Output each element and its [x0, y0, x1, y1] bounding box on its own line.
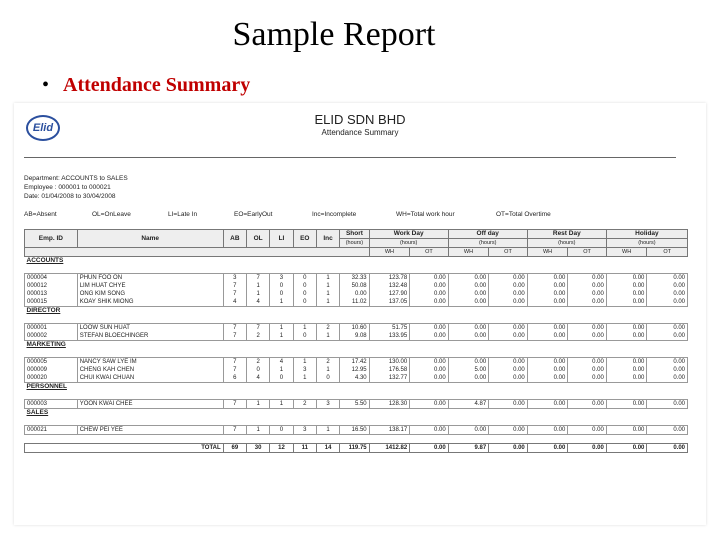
table-cell: 0.00 — [647, 282, 688, 290]
ot-label: OT — [647, 248, 688, 257]
col-ab: AB — [223, 230, 246, 248]
table-cell: 0.00 — [489, 282, 528, 290]
table-cell: 1 — [293, 358, 316, 367]
table-cell: 0.00 — [606, 290, 647, 298]
table-cell: 000012 — [25, 282, 78, 290]
company-name: ELID SDN BHD — [314, 112, 406, 127]
table-cell: 5.50 — [340, 400, 369, 409]
table-cell: 0.00 — [606, 324, 647, 333]
table-cell: 0.00 — [568, 358, 607, 367]
table-cell: 2 — [316, 358, 339, 367]
table-cell: 0.00 — [489, 324, 528, 333]
table-cell: 7 — [223, 332, 246, 341]
table-cell: 0.00 — [647, 298, 688, 307]
table-cell: 1 — [316, 332, 339, 341]
col-li: LI — [270, 230, 293, 248]
table-cell: 32.33 — [340, 274, 369, 283]
table-cell: 0.00 — [568, 298, 607, 307]
table-cell: 0.00 — [606, 274, 647, 283]
table-cell: 17.42 — [340, 358, 369, 367]
table-cell: 7 — [223, 290, 246, 298]
table-cell: 0.00 — [527, 366, 568, 374]
total-cell: 0.00 — [647, 444, 688, 453]
table-cell: 0.00 — [410, 400, 449, 409]
row-gap — [25, 265, 688, 274]
table-cell: 000004 — [25, 274, 78, 283]
table-cell: 0.00 — [489, 274, 528, 283]
table-cell: 123.78 — [369, 274, 410, 283]
total-label: TOTAL — [25, 444, 224, 453]
table-cell: 128.30 — [369, 400, 410, 409]
report-subtitle: Attendance Summary — [321, 128, 399, 137]
department-heading: PERSONNEL — [26, 383, 67, 390]
col-restday: Rest Day — [527, 230, 606, 239]
legend-item: LI=Late In — [168, 211, 198, 218]
table-cell: 1 — [316, 290, 339, 298]
table-cell: 0.00 — [410, 366, 449, 374]
table-cell: 0.00 — [410, 358, 449, 367]
table-cell: 0.00 — [527, 290, 568, 298]
table-cell: CHEW PEI YEE — [77, 426, 223, 435]
table-cell: 0.00 — [527, 400, 568, 409]
table-cell: 9.08 — [340, 332, 369, 341]
table-cell: 137.05 — [369, 298, 410, 307]
col-offday: Off day — [448, 230, 527, 239]
table-row — [25, 366, 688, 374]
department-heading: ACCOUNTS — [26, 257, 64, 264]
legend-item: OT=Total Overtime — [496, 211, 551, 218]
table-cell: 0.00 — [527, 324, 568, 333]
table-cell: 7 — [223, 358, 246, 367]
wh-label: WH — [369, 248, 410, 257]
table-cell: 0.00 — [606, 358, 647, 367]
col-workday: Work Day — [369, 230, 448, 239]
table-cell: 0.00 — [410, 282, 449, 290]
total-cell: 9.87 — [448, 444, 489, 453]
table-cell: 1 — [270, 332, 293, 341]
total-row — [25, 444, 688, 453]
table-cell: 0.00 — [448, 290, 489, 298]
col-emp-id: Emp. ID — [25, 230, 78, 248]
table-cell: 1 — [293, 374, 316, 383]
table-cell: 0.00 — [448, 374, 489, 383]
table-cell: 0 — [246, 366, 269, 374]
table-cell: 0.00 — [489, 374, 528, 383]
table-cell: 0 — [270, 282, 293, 290]
table-cell: 0.00 — [647, 332, 688, 341]
table-cell: 0.00 — [448, 332, 489, 341]
report-image — [14, 103, 706, 525]
table-cell: 3 — [270, 274, 293, 283]
table-cell: 0.00 — [410, 290, 449, 298]
table-cell: 11.02 — [340, 298, 369, 307]
table-cell: PHUN FOO ON — [77, 274, 223, 283]
table-cell: 0.00 — [606, 282, 647, 290]
table-row — [25, 358, 688, 367]
table-cell: 1 — [293, 324, 316, 333]
table-cell: 1 — [246, 426, 269, 435]
table-cell: 0.00 — [527, 274, 568, 283]
table-cell: 0.00 — [606, 374, 647, 383]
table-cell: 138.17 — [369, 426, 410, 435]
legend-item: AB=Absent — [24, 211, 57, 218]
ot-label: OT — [489, 248, 528, 257]
table-cell: 1 — [270, 366, 293, 374]
table-cell: 176.58 — [369, 366, 410, 374]
table-cell: 0.00 — [606, 426, 647, 435]
table-cell: 3 — [223, 274, 246, 283]
table-cell: 0.00 — [647, 290, 688, 298]
table-cell: STEFAN BLOECHINGER — [77, 332, 223, 341]
table-cell: 0.00 — [410, 426, 449, 435]
table-cell: 7 — [246, 324, 269, 333]
table-cell: 127.90 — [369, 290, 410, 298]
ot-label: OT — [568, 248, 607, 257]
table-cell: 0.00 — [410, 274, 449, 283]
table-cell: 7 — [223, 282, 246, 290]
table-cell: 0.00 — [410, 324, 449, 333]
table-cell: 0.00 — [568, 282, 607, 290]
table-cell: 7 — [223, 366, 246, 374]
table-cell: 51.75 — [369, 324, 410, 333]
table-cell: 0.00 — [448, 282, 489, 290]
table-cell: LIM HUAT CHYE — [77, 282, 223, 290]
table-cell: 1 — [270, 298, 293, 307]
table-cell: 4 — [270, 358, 293, 367]
table-cell: 0 — [316, 374, 339, 383]
col-holiday: Holiday — [606, 230, 687, 239]
table-cell: 0.00 — [410, 332, 449, 341]
slide-title: Sample Report — [232, 16, 436, 53]
table-cell: 0.00 — [410, 374, 449, 383]
row-gap — [25, 349, 688, 358]
table-cell: 3 — [293, 426, 316, 435]
table-cell: 0.00 — [489, 366, 528, 374]
table-row — [25, 290, 688, 298]
table-cell: 50.08 — [340, 282, 369, 290]
table-cell: 000013 — [25, 290, 78, 298]
short-unit: (hours) — [340, 239, 369, 248]
table-cell: 0.00 — [568, 332, 607, 341]
table-cell: 0.00 — [647, 400, 688, 409]
table-cell: 0.00 — [527, 282, 568, 290]
workday-unit: (hours) — [369, 239, 448, 248]
table-cell: 0.00 — [489, 332, 528, 341]
table-cell: 0.00 — [647, 358, 688, 367]
col-ol: OL — [246, 230, 269, 248]
total-cell: 0.00 — [410, 444, 449, 453]
table-cell: 0.00 — [489, 290, 528, 298]
table-cell: 1 — [246, 282, 269, 290]
table-cell: 000020 — [25, 374, 78, 383]
table-cell: 0.00 — [568, 274, 607, 283]
table-cell: 0.00 — [448, 358, 489, 367]
table-cell: 000002 — [25, 332, 78, 341]
table-cell: 0.00 — [340, 290, 369, 298]
holiday-unit: (hours) — [606, 239, 687, 248]
table-cell: 0.00 — [489, 400, 528, 409]
table-cell: 3 — [316, 400, 339, 409]
col-short: Short — [340, 230, 369, 239]
row-gap — [25, 435, 688, 444]
table-row — [25, 324, 688, 333]
table-cell: 0.00 — [527, 358, 568, 367]
table-cell: 7 — [223, 426, 246, 435]
restday-unit: (hours) — [527, 239, 606, 248]
wh-label: WH — [448, 248, 489, 257]
table-cell: 16.50 — [340, 426, 369, 435]
table-cell: 000021 — [25, 426, 78, 435]
table-cell: 12.95 — [340, 366, 369, 374]
total-cell: 119.75 — [340, 444, 369, 453]
table-cell: 0.00 — [647, 426, 688, 435]
col-inc: Inc — [316, 230, 339, 248]
department-heading: SALES — [26, 409, 49, 416]
total-cell: 69 — [223, 444, 246, 453]
table-cell: 0.00 — [568, 324, 607, 333]
table-cell: 0.00 — [527, 298, 568, 307]
table-cell: 4.30 — [340, 374, 369, 383]
wh-label: WH — [606, 248, 647, 257]
table-cell: 000009 — [25, 366, 78, 374]
department-range: Department: ACCOUNTS to SALES — [24, 175, 128, 182]
total-cell: 1412.82 — [369, 444, 410, 453]
total-cell: 0.00 — [606, 444, 647, 453]
table-cell: 0.00 — [410, 298, 449, 307]
total-cell: 11 — [293, 444, 316, 453]
table-cell: 1 — [246, 400, 269, 409]
offday-unit: (hours) — [448, 239, 527, 248]
table-cell: 0.00 — [647, 324, 688, 333]
date-range: Date: 01/04/2008 to 30/04/2008 — [24, 193, 116, 200]
table-row — [25, 332, 688, 341]
table-cell: 1 — [316, 298, 339, 307]
table-row — [25, 374, 688, 383]
bullet-item — [42, 74, 250, 97]
table-cell: 1 — [270, 400, 293, 409]
table-cell: 133.95 — [369, 332, 410, 341]
col-eo: EO — [293, 230, 316, 248]
total-cell: 12 — [270, 444, 293, 453]
attendance-table — [24, 229, 688, 453]
table-cell: 0 — [293, 290, 316, 298]
table-cell: 0.00 — [606, 400, 647, 409]
table-cell: 3 — [293, 366, 316, 374]
row-gap — [25, 391, 688, 400]
table-row — [25, 298, 688, 307]
department-heading: DIRECTOR — [26, 307, 61, 314]
table-cell: 0.00 — [527, 374, 568, 383]
table-cell: 0.00 — [606, 332, 647, 341]
employee-range: Employee : 000001 to 000021 — [24, 184, 111, 191]
table-cell: 0.00 — [568, 426, 607, 435]
table-cell: 7 — [223, 324, 246, 333]
table-cell: 0.00 — [647, 274, 688, 283]
table-cell: 4 — [223, 298, 246, 307]
table-cell: 0.00 — [489, 426, 528, 435]
table-cell: 130.00 — [369, 358, 410, 367]
total-cell: 0.00 — [527, 444, 568, 453]
table-row — [25, 426, 688, 435]
table-cell: LOOW SUN HUAT — [77, 324, 223, 333]
table-cell: 0.00 — [489, 298, 528, 307]
header-divider — [24, 157, 676, 158]
table-cell: 0.00 — [448, 324, 489, 333]
table-cell: 0.00 — [606, 366, 647, 374]
table-cell: 2 — [316, 324, 339, 333]
table-cell: 0.00 — [448, 426, 489, 435]
wh-label: WH — [527, 248, 568, 257]
table-cell: 000005 — [25, 358, 78, 367]
table-cell: 0.00 — [568, 290, 607, 298]
table-cell: 1 — [246, 290, 269, 298]
row-gap — [25, 417, 688, 426]
table-cell: 2 — [293, 400, 316, 409]
table-cell: 000003 — [25, 400, 78, 409]
table-cell: 000001 — [25, 324, 78, 333]
table-cell: 0.00 — [489, 358, 528, 367]
table-cell: 0.00 — [647, 366, 688, 374]
table-cell: 4 — [246, 298, 269, 307]
table-cell: 1 — [316, 274, 339, 283]
table-cell: 2 — [246, 358, 269, 367]
col-name: Name — [77, 230, 223, 248]
bullet-dot-icon: • — [42, 74, 50, 96]
table-row — [25, 274, 688, 283]
table-cell: 2 — [246, 332, 269, 341]
table-cell: 132.48 — [369, 282, 410, 290]
table-cell: 0 — [293, 282, 316, 290]
ot-label: OT — [410, 248, 449, 257]
legend-item: WH=Total work hour — [396, 211, 455, 218]
legend-item: Inc=Incomplete — [312, 211, 357, 218]
department-heading: MARKETING — [26, 341, 66, 348]
table-cell: 0.00 — [647, 374, 688, 383]
table-cell: 0.00 — [568, 366, 607, 374]
table-cell: 0.00 — [606, 298, 647, 307]
total-cell: 30 — [246, 444, 269, 453]
table-cell: 0 — [293, 298, 316, 307]
legend-item: OL=OnLeave — [92, 211, 131, 218]
table-row — [25, 400, 688, 409]
table-cell: 6 — [223, 374, 246, 383]
table-cell: 0.00 — [568, 374, 607, 383]
legend-item: EO=EarlyOut — [234, 211, 273, 218]
table-cell: 0.00 — [448, 274, 489, 283]
table-cell: 1 — [270, 324, 293, 333]
table-cell: 0.00 — [568, 400, 607, 409]
table-cell: 1 — [316, 282, 339, 290]
table-cell: 0 — [293, 274, 316, 283]
table-cell: 4.87 — [448, 400, 489, 409]
total-cell: 0.00 — [568, 444, 607, 453]
table-cell: 000015 — [25, 298, 78, 307]
table-cell: 0.00 — [527, 332, 568, 341]
table-cell: KOAY SHIK MIONG — [77, 298, 223, 307]
total-cell: 0.00 — [489, 444, 528, 453]
table-cell: NANCY SAW LYE IM — [77, 358, 223, 367]
table-cell: 0 — [270, 290, 293, 298]
table-cell: 0.00 — [448, 298, 489, 307]
table-cell: CHUI KWAI CHUAN — [77, 374, 223, 383]
table-cell: 1 — [316, 366, 339, 374]
table-cell: 10.60 — [340, 324, 369, 333]
total-cell: 14 — [316, 444, 339, 453]
table-cell: 1 — [316, 426, 339, 435]
company-logo: Elid — [26, 115, 60, 141]
table-cell: ONG KIM SONG — [77, 290, 223, 298]
bullet-text: Attendance Summary — [63, 74, 251, 96]
table-cell: 4 — [246, 374, 269, 383]
table-cell: 0 — [293, 332, 316, 341]
table-cell: 132.77 — [369, 374, 410, 383]
table-cell: CHENG KAH CHEN — [77, 366, 223, 374]
row-gap — [25, 315, 688, 324]
table-cell: YOON KWAI CHEE — [77, 400, 223, 409]
table-cell: 7 — [246, 274, 269, 283]
table-row — [25, 282, 688, 290]
table-cell: 0.00 — [527, 426, 568, 435]
table-cell: 7 — [223, 400, 246, 409]
table-cell: 0 — [270, 374, 293, 383]
table-cell: 0 — [270, 426, 293, 435]
table-cell: 5.00 — [448, 366, 489, 374]
subhead-spacer — [25, 248, 370, 257]
